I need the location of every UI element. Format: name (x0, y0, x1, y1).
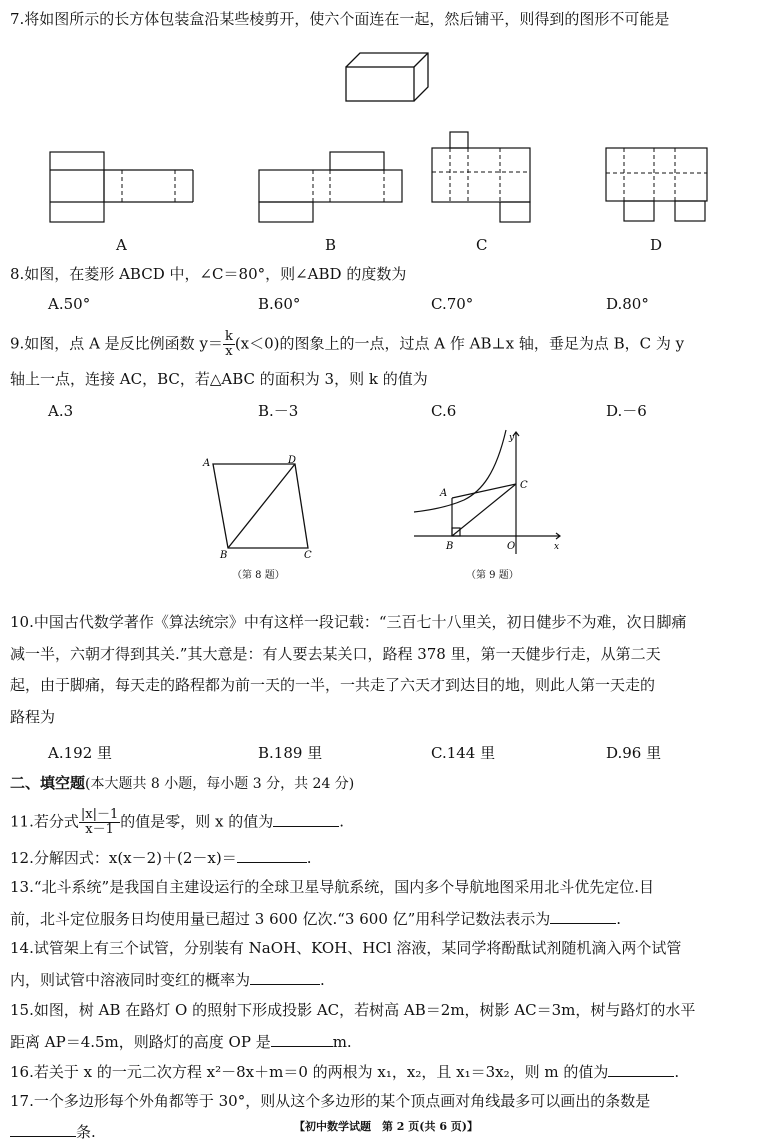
q8-option-b: B.60° (258, 295, 301, 313)
rhombus-figure (200, 452, 330, 560)
q12-text: 12.分解因式：x(x－2)＋(2－x)＝ . (10, 849, 312, 867)
hyperbola-label-x: x (554, 542, 560, 552)
q8-text: 8.如图，在菱形 ABCD 中，∠C＝80°，则∠ABD 的度数为 (10, 265, 407, 283)
q15-line1: 15.如图，树 AB 在路灯 O 的照射下形成投影 AC，若树高 AB＝2m，树影 AC＝3m，树与路灯的水平 (10, 1001, 696, 1019)
q10-line4: 路程为 (10, 708, 56, 726)
q10-option-c: C.144 里 (431, 744, 496, 762)
q14-line2: 内，则试管中溶液同时变红的概率为 . (10, 971, 325, 989)
q10-option-a: A.192 里 (48, 744, 112, 762)
page-footer: 【初中数学试题 第 2 页(共 6 页)】 (293, 1120, 479, 1133)
net-c (430, 130, 534, 224)
net-d (604, 146, 710, 224)
q10-option-d: D.96 里 (606, 744, 662, 762)
net-c-label: C (476, 236, 488, 254)
q13-line1: 13.“北斗系统”是我国自主建设运行的全球卫星导航系统，国内多个导航地图采用北斗优先定位.目 (10, 878, 654, 896)
q15-answer-blank[interactable] (271, 1032, 333, 1047)
q9-option-d: D.－6 (606, 402, 647, 420)
box-figure (340, 50, 435, 106)
q11-fraction: $\frac{|x|-1}{x-1}$ (80, 807, 119, 837)
q16-answer-blank[interactable] (608, 1062, 674, 1077)
q13-answer-blank[interactable] (550, 909, 616, 924)
q13-line2: 前，北斗定位服务日均使用量已超过 3 600 亿次.“3 600 亿”用科学记数法表示为 . (10, 910, 622, 928)
q8-option-c: C.70° (431, 295, 474, 313)
q9-line1: 9.如图，点 A 是反比例函数 y＝ $\frac{k}{x}$ (x＜0)的图象上的一点，过点 A 作 AB⊥x 轴，垂足为点 B，C 为 y (10, 329, 685, 359)
q17-line1: 17.一个多边形每个外角都等于 30°，则从这个多边形的某个顶点画对角线最多可以画出的条数是 (10, 1092, 651, 1110)
net-b (257, 150, 405, 224)
q9-option-c: C.6 (431, 402, 457, 420)
q14-line1: 14.试管架上有三个试管，分别装有 NaOH、KOH、HCl 溶液，某同学将酚酞试剂随机滴入两个试管 (10, 939, 682, 957)
hyperbola-figure (412, 428, 572, 558)
q12-answer-blank[interactable] (237, 848, 307, 863)
fig9-caption: （第 9 题） (466, 570, 519, 581)
q16-text: 16.若关于 x 的一元二次方程 x²－8x＋m＝0 的两根为 x₁，x₂，且 x₁＝3x₂，则 m 的值为 . (10, 1063, 680, 1081)
q9-option-b: B.－3 (258, 402, 299, 420)
net-b-label: B (325, 236, 337, 254)
q11-text: 11.若分式 $\frac{|x|-1}{x-1}$ 的值是零，则 x 的值为 . (10, 807, 345, 837)
q9-option-a: A.3 (48, 402, 74, 420)
fig8-caption: （第 8 题） (232, 570, 285, 581)
net-a-label: A (116, 236, 127, 254)
hyperbola-label-o: O (507, 541, 516, 552)
hyperbola-label-c: C (520, 480, 528, 491)
q11-answer-blank[interactable] (273, 812, 339, 827)
q14-answer-blank[interactable] (250, 970, 320, 985)
q9-fraction: $\frac{k}{x}$ (224, 329, 233, 359)
q10-line1: 10.中国古代数学著作《算法统宗》中有这样一段记载：“三百七十八里关，初日健步不为难，次日脚痛 (10, 613, 687, 631)
rhombus-label-b: B (220, 550, 228, 560)
q8-option-a: A.50° (48, 295, 91, 313)
q9-line2: 轴上一点，连接 AC，BC，若△ABC 的面积为 3，则 k 的值为 (10, 370, 428, 388)
rhombus-label-c: C (304, 550, 312, 560)
rhombus-label-d: D (288, 455, 297, 466)
hyperbola-label-y: y (509, 433, 515, 443)
hyperbola-label-a: A (440, 488, 448, 499)
net-a (48, 150, 196, 224)
q10-line2: 减一半，六朝才得到其关.”其大意是：有人要去某关口，路程 378 里，第一天健步行走，从第二天 (10, 645, 661, 663)
q10-line3: 起，由于脚痛，每天走的路程都为前一天的一半，一共走了六天才到达目的地，则此人第一天走的 (10, 676, 656, 694)
rhombus-label-a: A (203, 458, 211, 469)
q8-option-d: D.80° (606, 295, 649, 313)
q15-line2: 距离 AP＝4.5m，则路灯的高度 OP 是 m. (10, 1033, 352, 1051)
q17-line2: 条. (10, 1122, 96, 1141)
section2-heading: 二、填空题(本大题共 8 小题，每小题 3 分，共 24 分) (10, 774, 355, 792)
hyperbola-label-b: B (446, 541, 454, 552)
net-d-label: D (650, 236, 663, 254)
q7-text: 7.将如图所示的长方体包装盒沿某些棱剪开，使六个面连在一起，然后铺平，则得到的图形不可能是 (10, 10, 670, 28)
q10-option-b: B.189 里 (258, 744, 323, 762)
